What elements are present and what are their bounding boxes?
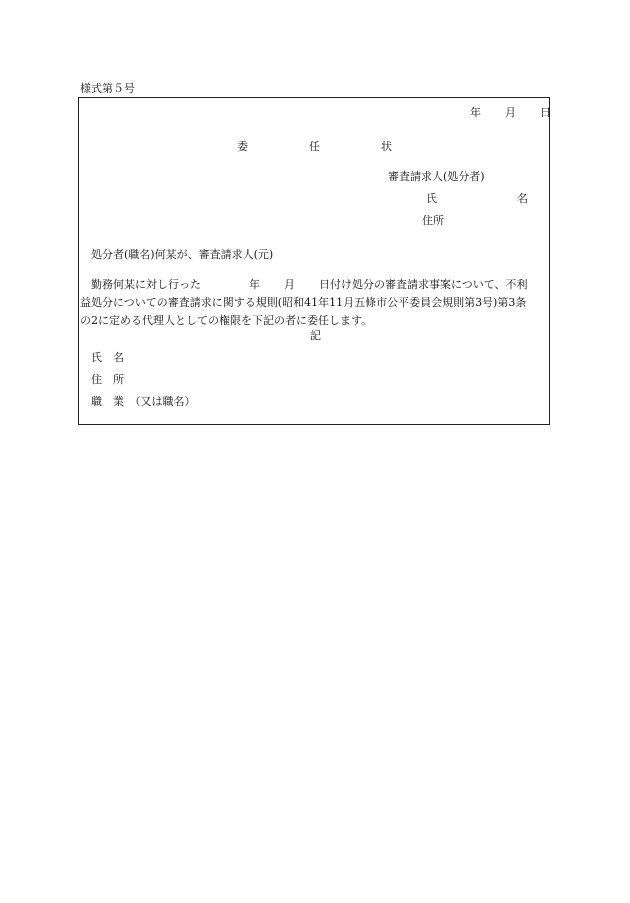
item-name-label: 氏 名 <box>91 351 124 364</box>
body-line-2-year: 年 <box>249 278 260 291</box>
date-year-label: 年 <box>470 106 481 119</box>
form-number: 様式第５号 <box>80 82 135 95</box>
body-line-3: 益処分についての審査請求に関する規則(昭和41年11月五條市公平委員会規則第3号)第3条 <box>80 296 527 309</box>
date-month-label: 月 <box>505 106 516 119</box>
item-address-label: 住 所 <box>91 373 124 386</box>
item-occupation-label: 職 業 （又は職名） <box>91 395 196 408</box>
body-line-2-part-1: 勤務何某に対し行った <box>91 278 201 291</box>
title-char-2: 任 <box>309 140 320 153</box>
body-line-2-part-4: 日付け処分の審査請求事案について、不利 <box>319 278 528 291</box>
ki-heading: 記 <box>310 329 321 342</box>
body-line-2-month: 月 <box>284 278 295 291</box>
body-line-4: の2に定める代理人としての権限を下記の者に委任します。 <box>80 314 373 327</box>
requester-name-label-2: 名 <box>517 192 528 205</box>
date-day-label: 日 <box>540 106 551 119</box>
requester-name-label-1: 氏 <box>426 192 437 205</box>
body-paragraph <box>80 276 548 330</box>
title-char-1: 委 <box>237 140 248 153</box>
requester-address-label: 住所 <box>422 214 444 227</box>
requester-label: 審査請求人(処分者) <box>388 170 485 183</box>
body-line-2 <box>80 276 548 294</box>
body-line-1: 処分者(職名)何某が、審査請求人(元) <box>91 248 274 261</box>
title-char-3: 状 <box>381 140 392 153</box>
